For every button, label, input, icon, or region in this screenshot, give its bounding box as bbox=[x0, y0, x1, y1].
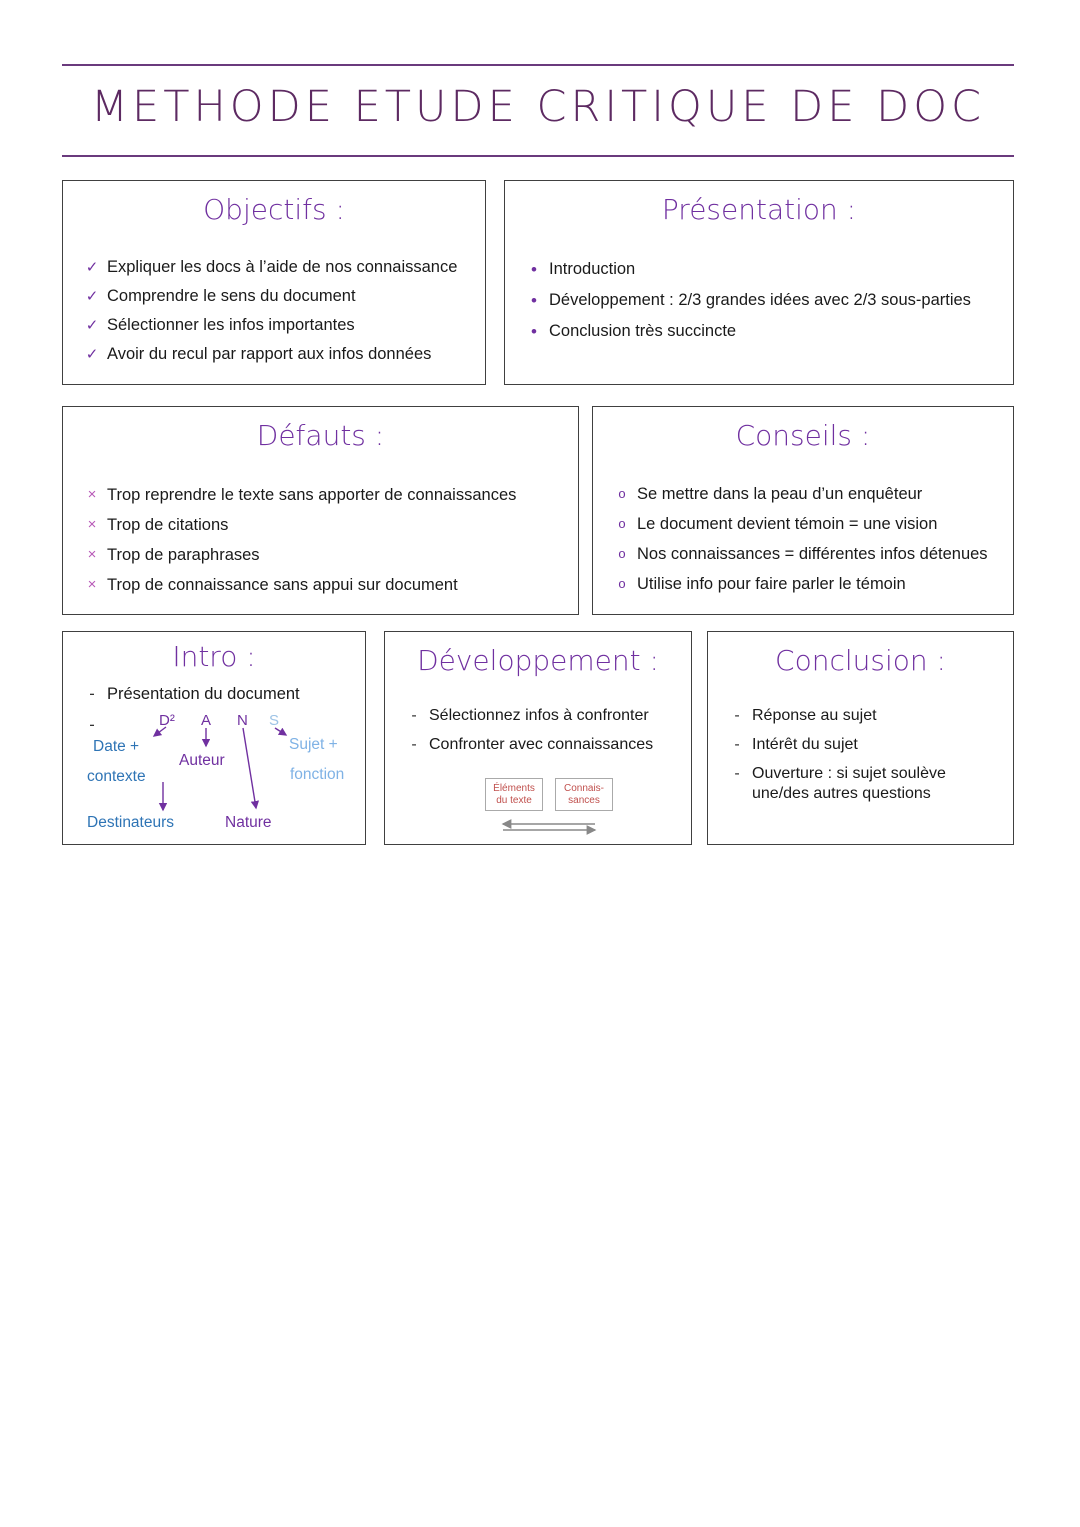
conseils-box bbox=[592, 406, 1014, 615]
defauts-list bbox=[77, 485, 570, 605]
conclusion-box bbox=[707, 631, 1014, 845]
circle-bullet-icon: o bbox=[618, 486, 626, 501]
check-icon: ✓ bbox=[85, 317, 99, 334]
list-item bbox=[519, 321, 1005, 352]
label-fonction: fonction bbox=[290, 766, 345, 783]
dash-icon: - bbox=[411, 736, 417, 753]
list-item bbox=[607, 514, 1005, 544]
dash-icon: - bbox=[734, 707, 740, 724]
dash-icon: - bbox=[89, 685, 95, 703]
list-item-text: Trop de citations bbox=[107, 516, 229, 534]
circle-bullet-icon: o bbox=[618, 576, 626, 591]
divider-top bbox=[62, 64, 1014, 66]
list-item-text: Trop reprendre le texte sans apporter de connaissances bbox=[107, 486, 517, 504]
list-item-text: Sélectionnez infos à confronter bbox=[429, 707, 649, 724]
presentation-list bbox=[519, 259, 1005, 352]
list-item bbox=[607, 574, 1005, 604]
list-item bbox=[77, 315, 477, 344]
label-sujet: Sujet + bbox=[289, 736, 338, 753]
list-item bbox=[77, 575, 570, 605]
intro-box bbox=[62, 631, 366, 845]
dash-icon: - bbox=[734, 765, 740, 782]
cross-icon: × bbox=[87, 546, 97, 563]
bullet-icon: • bbox=[531, 322, 537, 341]
objectifs-list bbox=[77, 257, 477, 373]
list-item bbox=[399, 735, 683, 764]
presentation-title: Présentation : bbox=[661, 193, 857, 226]
mnemonic-letter-a: A bbox=[201, 712, 212, 729]
circle-bullet-icon: o bbox=[618, 516, 626, 531]
developpement-box bbox=[384, 631, 692, 845]
elements-du-texte-card: Éléments du texte bbox=[485, 778, 543, 811]
list-item-text: Nos connaissances = différentes infos détenues bbox=[637, 545, 988, 563]
label-nature: Nature bbox=[225, 814, 272, 831]
bullet-icon: • bbox=[531, 291, 537, 310]
conseils-title: Conseils : bbox=[735, 419, 871, 452]
list-item bbox=[519, 259, 1005, 290]
list-item-text: Développement : 2/3 grandes idées avec 2/3 sous-parties bbox=[549, 291, 971, 309]
list-item bbox=[77, 485, 570, 515]
list-item-text: Le document devient témoin = une vision bbox=[637, 515, 938, 533]
label-date: Date + bbox=[93, 738, 140, 755]
mnemonic-letter-d: D² bbox=[159, 712, 175, 729]
list-item bbox=[519, 290, 1005, 321]
developpement-title: Développement : bbox=[417, 644, 659, 677]
dash-icon: - bbox=[734, 736, 740, 753]
list-item-text: Comprendre le sens du document bbox=[107, 287, 356, 305]
list-item-text: Avoir du recul par rapport aux infos données bbox=[107, 345, 432, 363]
mnemonic-letter-n: N bbox=[237, 712, 248, 729]
list-item bbox=[607, 484, 1005, 514]
list-item-text: Conclusion très succincte bbox=[549, 322, 737, 340]
connaissances-card: Connais- sances bbox=[555, 778, 613, 811]
list-item bbox=[722, 735, 1005, 764]
list-item bbox=[399, 706, 683, 735]
label-auteur: Auteur bbox=[179, 752, 225, 769]
presentation-box bbox=[504, 180, 1014, 385]
list-item-text: Réponse au sujet bbox=[752, 707, 877, 724]
defauts-box bbox=[62, 406, 579, 615]
list-item-text: Se mettre dans la peau d’un enquêteur bbox=[637, 485, 923, 503]
list-item bbox=[77, 344, 477, 373]
cross-icon: × bbox=[87, 516, 97, 533]
mnemonic-letter-s: S bbox=[269, 712, 280, 729]
list-item-text: Trop de paraphrases bbox=[107, 546, 260, 564]
list-item-text: Introduction bbox=[549, 260, 636, 278]
list-item-text: Trop de connaissance sans appui sur document bbox=[107, 576, 458, 594]
conclusion-list bbox=[722, 706, 1005, 804]
list-item-text: Ouverture : si sujet soulève une/des autres questions bbox=[752, 765, 946, 802]
list-item bbox=[722, 764, 1005, 804]
list-item-text: Utilise info pour faire parler le témoin bbox=[637, 575, 906, 593]
circle-bullet-icon: o bbox=[618, 546, 626, 561]
list-item bbox=[77, 545, 570, 575]
page-title: METHODE ETUDE CRITIQUE DE DOC bbox=[90, 82, 986, 132]
label-destinateurs: Destinateurs bbox=[87, 814, 175, 831]
list-item-text: Confronter avec connaissances bbox=[429, 736, 654, 753]
intro-title: Intro : bbox=[172, 640, 256, 673]
list-item-text: Présentation du document bbox=[107, 685, 300, 703]
list-item-text: Expliquer les docs à l’aide de nos connaissance bbox=[107, 258, 458, 276]
cross-icon: × bbox=[87, 576, 97, 593]
list-item bbox=[77, 257, 477, 286]
objectifs-title: Objectifs : bbox=[203, 193, 345, 226]
developpement-list bbox=[399, 706, 683, 764]
conclusion-title: Conclusion : bbox=[775, 644, 946, 677]
label-contexte: contexte bbox=[87, 768, 146, 785]
bullet-icon: • bbox=[531, 260, 537, 279]
cross-icon: × bbox=[87, 486, 97, 503]
list-item bbox=[607, 544, 1005, 574]
list-item bbox=[722, 706, 1005, 735]
list-item bbox=[77, 684, 359, 705]
check-icon: ✓ bbox=[85, 259, 99, 276]
list-item-text: Intérêt du sujet bbox=[752, 736, 858, 753]
exchange-diagram bbox=[385, 774, 693, 842]
defauts-title: Défauts : bbox=[256, 419, 385, 452]
check-icon: ✓ bbox=[85, 288, 99, 305]
objectifs-box bbox=[62, 180, 486, 385]
check-icon: ✓ bbox=[85, 346, 99, 363]
dash-icon: - bbox=[411, 707, 417, 724]
conseils-list bbox=[607, 484, 1005, 604]
divider-bottom bbox=[62, 155, 1014, 157]
list-item-text: Sélectionner les infos importantes bbox=[107, 316, 355, 334]
list-item bbox=[77, 286, 477, 315]
dash-icon: - bbox=[89, 716, 95, 734]
list-item bbox=[77, 515, 570, 545]
